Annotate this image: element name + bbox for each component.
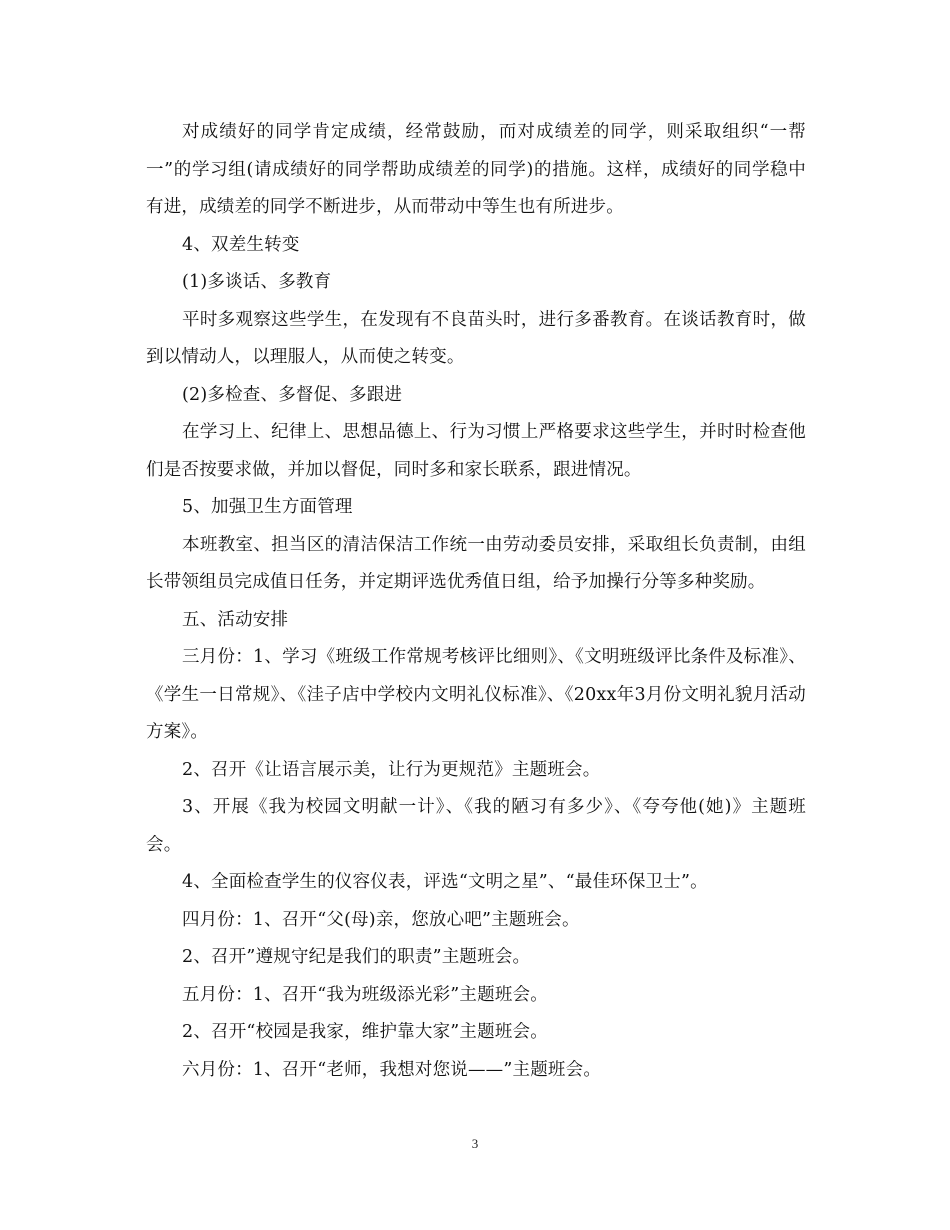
paragraph: 五月份：1、召开“我为班级添光彩”主题班会。 <box>182 984 548 1005</box>
document-body <box>146 114 806 1089</box>
page-number: 3 <box>471 1136 479 1151</box>
paragraph: 3、开展《我为校园文明献一计》、《我的陋习有多少》、《夸夸他(她)》主题班会。 <box>146 797 806 855</box>
section-heading: 五、活动安排 <box>182 609 289 630</box>
paragraph: 本班教室、担当区的清洁保洁工作统一由劳动委员安排，采取组长负责制，由组长带领组员完成值日任务，并定期评选优秀值日组，给予加操行分等多种奖励。 <box>146 534 806 592</box>
paragraph: 2、召开“校园是我家，维护靠大家”主题班会。 <box>182 1022 548 1042</box>
paragraph: 2、召开《让语言展示美，让行为更规范》主题班会。 <box>182 759 601 780</box>
paragraph: 对成绩好的同学肯定成绩，经常鼓励，而对成绩差的同学，则采取组织“一帮一”的学习组(请成绩好的同学帮助成绩差的同学)的措施。这样，成绩好的同学稳中有进，成绩差的同学不断进步，从而带动中等生也有所进步。 <box>146 122 806 217</box>
subsection-heading: (1)多谈话、多教育 <box>182 272 332 292</box>
paragraph: 4、全面检查学生的仪容仪表，评选“文明之星”、“最佳环保卫士”。 <box>182 872 708 892</box>
paragraph: 在学习上、纪律上、思想品德上、行为习惯上严格要求这些学生，并时时检查他们是否按要求做，并加以督促，同时多和家长联系，跟进情况。 <box>146 422 806 480</box>
section-heading: 4、双差生转变 <box>182 234 300 255</box>
paragraph: 四月份：1、召开“父(母)亲，您放心吧”主题班会。 <box>182 909 580 930</box>
paragraph: 平时多观察这些学生，在发现有不良苗头时，进行多番教育。在谈话教育时，做到以情动人，以理服人，从而使之转变。 <box>146 309 806 367</box>
subsection-heading: (2)多检查、多督促、多跟进 <box>182 384 403 405</box>
paragraph: 2、召开”遵规守纪是我们的职责”主题班会。 <box>182 947 531 967</box>
paragraph: 六月份：1、召开“老师，我想对您说——”主题班会。 <box>182 1059 602 1080</box>
paragraph: 三月份：1、学习《班级工作常规考核评比细则》、《文明班级评比条件及标准》、《学生一日常规》、《洼子店中学校内文明礼仪标准》、《20xx年3月份文明礼貌月活动方案》。 <box>146 647 806 742</box>
section-heading: 5、加强卫生方面管理 <box>182 497 353 517</box>
